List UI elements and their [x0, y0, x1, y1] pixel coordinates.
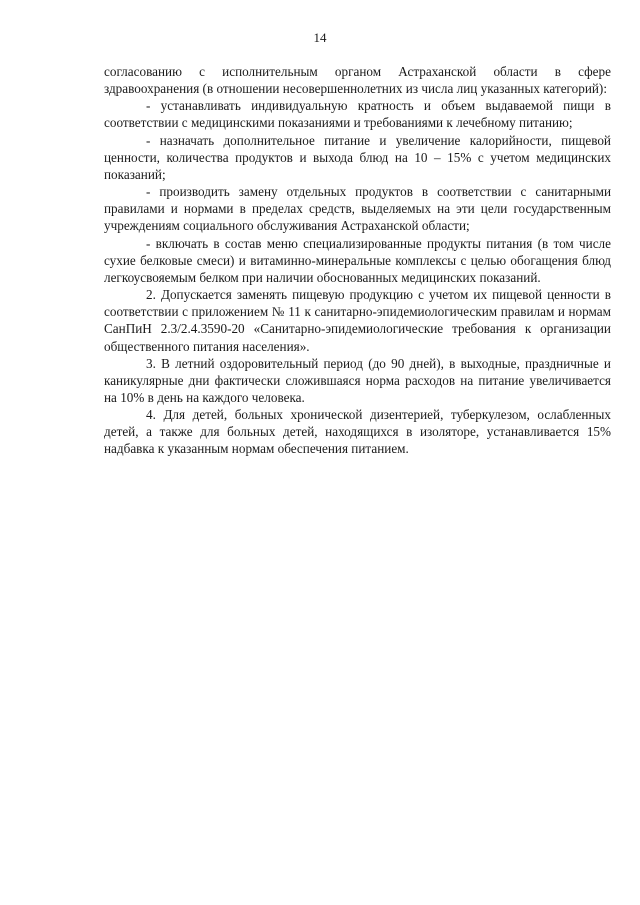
paragraph-additional-nutrition: - назначать дополнительное питание и увеличение калорийности, пищевой ценности, количества продуктов и выхода блюд на 10 – 15% с учетом медицинских показаний; [104, 132, 611, 182]
paragraph-item-3: 3. В летний оздоровительный период (до 90 дней), в выходные, праздничные и каникулярные дни фактически сложившаяся норма расходов на питание увеличивается на 10% в день на каждого человека. [104, 355, 611, 405]
paragraph-item-4: 4. Для детей, больных хронической дизентерией, туберкулезом, ослабленных детей, а также для больных детей, находящихся в изоляторе, устанавливается 15% надбавка к указанным нормам обеспечения питанием. [104, 407, 611, 457]
paragraph-individual-portions: - устанавливать индивидуальную кратность и объем выдаваемой пищи в соответствии с медицинскими показаниями и требованиями к лечебному питанию; [104, 98, 611, 131]
paragraph-consent-clause: согласованию с исполнительным органом Астраханской области в сфере здравоохранения (в отношении несовершеннолетних из числа лиц указанных категорий): [104, 64, 611, 97]
paragraph-specialized-products: - включать в состав меню специализированные продукты питания (в том числе сухие белковые смеси) и витаминно-минеральные комплексы с целью обогащения блюд легкоусвояемым белком при наличии обоснованных медицинских показаний. [104, 235, 611, 285]
page-number: 14 [313, 30, 327, 45]
paragraph-product-replacement: - производить замену отдельных продуктов в соответствии с санитарными правилами и нормами в пределах средств, выделяемых на эти цели государственным учреждениям социального обслуживания Астраханской области; [104, 184, 611, 234]
paragraph-item-2: 2. Допускается заменять пищевую продукцию с учетом их пищевой ценности в соответствии с приложением № 11 к санитарно-эпидемиологическим правилам и нормам СанПиН 2.3/2.4.3590-20 «Санитарно-эпидемиологические требования к организации общественного питания населения». [104, 287, 611, 354]
document-body [104, 63, 611, 458]
